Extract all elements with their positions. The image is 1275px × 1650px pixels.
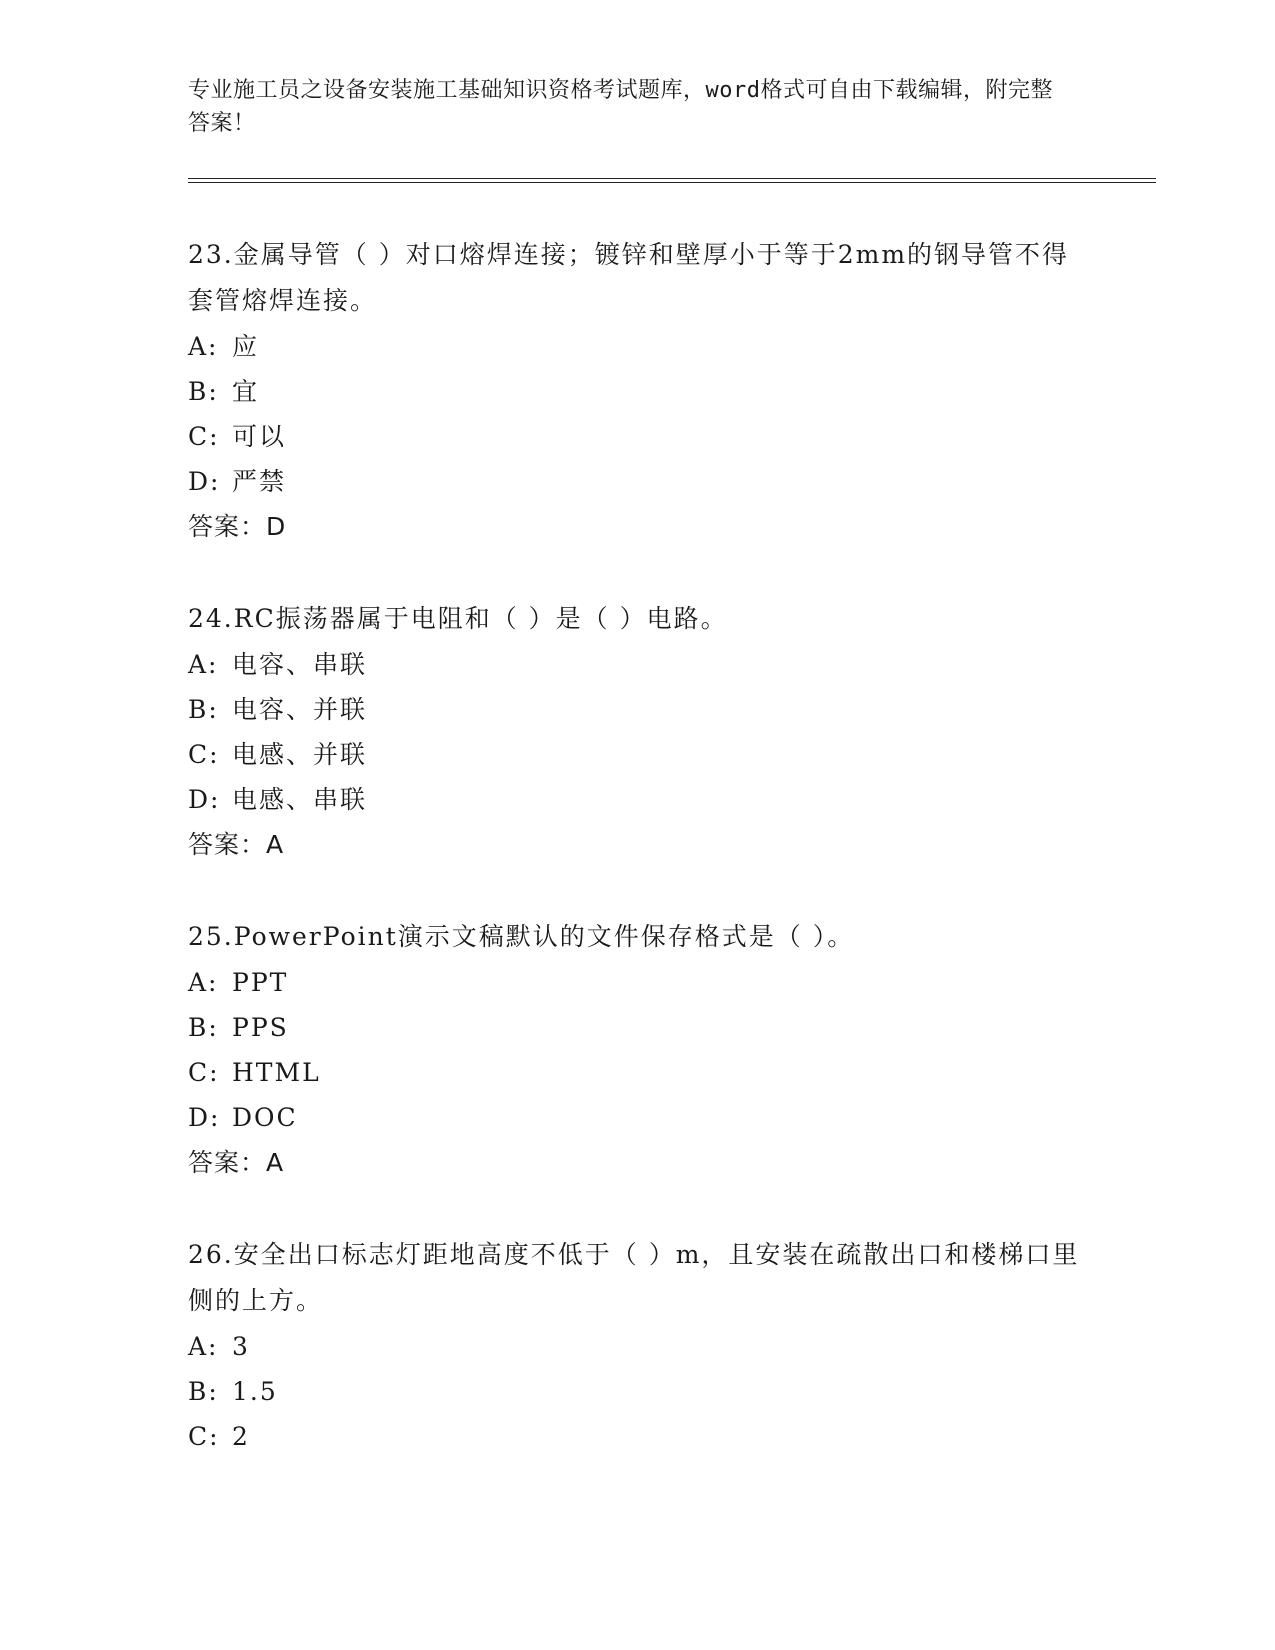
option-text: DOC <box>232 1103 298 1132</box>
option-b <box>188 687 1088 732</box>
option-letter: D: <box>188 467 221 496</box>
question-26 <box>188 1232 1088 1459</box>
option-letter: B: <box>188 695 219 724</box>
option-a <box>188 642 1088 687</box>
option-c <box>188 732 1088 777</box>
option-letter: A: <box>188 332 219 361</box>
option-text: PPT <box>232 968 289 997</box>
question-stem: 23.金属导管（ ）对口熔焊连接；镀锌和壁厚小于等于2mm的钢导管不得套管熔焊连接。 <box>188 240 1070 315</box>
question-stem: 25.PowerPoint演示文稿默认的文件保存格式是（ ）。 <box>188 922 855 951</box>
option-a <box>188 960 1088 1005</box>
question-23 <box>188 232 1088 550</box>
option-d <box>188 1095 1088 1140</box>
option-text: 宜 <box>232 377 260 406</box>
option-text: 3 <box>232 1332 250 1361</box>
option-letter: C: <box>188 1422 220 1451</box>
option-letter: D: <box>188 1103 221 1132</box>
option-letter: D: <box>188 785 221 814</box>
header-divider-top <box>188 178 1156 179</box>
option-d <box>188 459 1088 504</box>
answer-line: 答案：A <box>188 1148 285 1177</box>
question-25 <box>188 914 1088 1186</box>
option-text: 电感、串联 <box>232 785 368 814</box>
option-letter: B: <box>188 1377 219 1406</box>
option-b <box>188 1369 1088 1414</box>
option-b <box>188 369 1088 414</box>
option-a <box>188 1324 1088 1369</box>
question-list <box>188 232 1088 1505</box>
answer-line: 答案：A <box>188 830 285 859</box>
option-c <box>188 1414 1088 1459</box>
option-text: 电容、串联 <box>232 650 368 679</box>
document-header: 专业施工员之设备安装施工基础知识资格考试题库，word格式可自由下载编辑，附完整答案！ <box>188 78 1053 136</box>
option-letter: B: <box>188 377 219 406</box>
question-24 <box>188 596 1088 868</box>
option-letter: A: <box>188 650 219 679</box>
option-text: 1.5 <box>232 1377 278 1406</box>
option-text: 可以 <box>232 422 287 451</box>
option-c <box>188 414 1088 459</box>
option-letter: C: <box>188 740 220 769</box>
option-c <box>188 1050 1088 1095</box>
option-letter: C: <box>188 422 220 451</box>
question-stem: 24.RC振荡器属于电阻和（ ）是（ ）电路。 <box>188 604 728 633</box>
option-a <box>188 324 1088 369</box>
question-stem: 26.安全出口标志灯距地高度不低于（ ）m，且安装在疏散出口和楼梯口里侧的上方。 <box>188 1240 1080 1315</box>
option-letter: A: <box>188 1332 219 1361</box>
option-letter: C: <box>188 1058 220 1087</box>
option-text: PPS <box>232 1013 289 1042</box>
header-divider-bottom <box>188 182 1156 183</box>
option-text: 应 <box>232 332 260 361</box>
option-text: 电感、并联 <box>232 740 368 769</box>
answer-line: 答案：D <box>188 512 287 541</box>
option-text: 严禁 <box>232 467 287 496</box>
option-text: 电容、并联 <box>232 695 368 724</box>
option-text: 2 <box>232 1422 250 1451</box>
option-letter: B: <box>188 1013 219 1042</box>
option-text: HTML <box>232 1058 321 1087</box>
option-b <box>188 1005 1088 1050</box>
option-d <box>188 777 1088 822</box>
option-letter: A: <box>188 968 219 997</box>
